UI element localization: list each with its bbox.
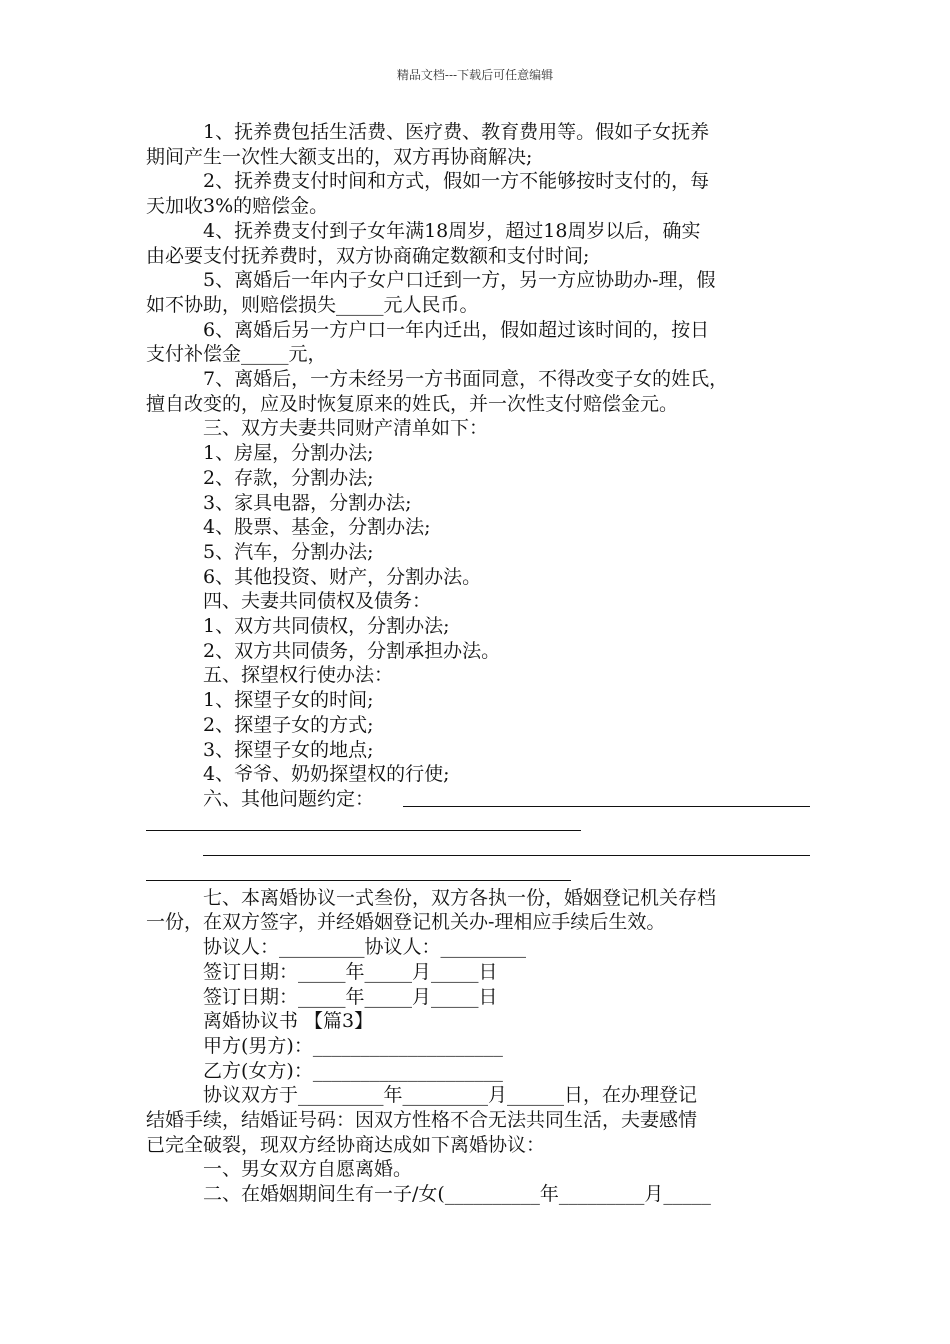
text-line: 一份，在双方签字，并经婚姻登记机关办-理相应手续后生效。 bbox=[146, 911, 666, 934]
party-b-line: 乙方(女方)：____________________ bbox=[203, 1059, 503, 1082]
signing-date-line: 签订日期：_____年_____月_____日 bbox=[203, 960, 498, 983]
blank-line bbox=[146, 812, 810, 837]
list-item: 2、存款，分割办法; bbox=[203, 466, 374, 489]
document-body bbox=[146, 120, 810, 1207]
blank-underline bbox=[203, 855, 810, 856]
text-line: 4、抚养费支付到子女年满18周岁，超过18周岁以后，确实 bbox=[203, 219, 701, 242]
text-line: 期间产生一次性大额支出的，双方再协商解决; bbox=[146, 145, 533, 168]
text-line: 已完全破裂，现双方经协商达成如下离婚协议： bbox=[146, 1133, 546, 1156]
list-item: 4、股票、基金，分割办法; bbox=[203, 516, 431, 539]
section-heading: 四、夫妻共同债权及债务： bbox=[203, 590, 432, 613]
list-item: 1、房屋，分割办法; bbox=[203, 442, 374, 465]
text-line: 支付补偿金_____元， bbox=[146, 343, 327, 366]
blank-underline bbox=[146, 830, 581, 831]
text-line: 如不协助，则赔偿损失_____元人民币。 bbox=[146, 293, 479, 316]
text-line: 1、抚养费包括生活费、医疗费、教育费用等。假如子女抚养 bbox=[203, 121, 710, 143]
list-item: 3、家具电器，分割办法; bbox=[203, 491, 412, 514]
text-line: 5、离婚后一年内子女户口迁到一方，另一方应协助办-理，假 bbox=[203, 269, 716, 292]
list-item: 1、探望子女的时间; bbox=[203, 689, 374, 712]
blank-line bbox=[146, 836, 810, 861]
page-header: 精品文档---下载后可任意编辑 bbox=[396, 68, 554, 82]
text-line: 2、抚养费支付时间和方式，假如一方不能够按时支付的，每 bbox=[203, 170, 710, 193]
other-issues-line bbox=[146, 787, 810, 812]
text-line: 由必要支付抚养费时，双方协商确定数额和支付时间; bbox=[146, 244, 590, 267]
party-a-line: 甲方(男方)：____________________ bbox=[203, 1034, 503, 1057]
text-line: 天加收3%的赔偿金。 bbox=[146, 195, 329, 218]
blank-underline bbox=[146, 880, 571, 881]
list-item: 5、汽车，分割办法; bbox=[203, 540, 374, 563]
text-line: 6、离婚后另一方户口一年内迁出，假如超过该时间的，按日 bbox=[203, 318, 710, 341]
blank-line bbox=[146, 861, 810, 886]
text-line: 擅自改变的，应及时恢复原来的姓氏，并一次性支付赔偿金元。 bbox=[146, 392, 679, 415]
list-item: 6、其他投资、财产，分割办法。 bbox=[203, 565, 482, 588]
blank-underline bbox=[403, 806, 810, 807]
list-item: 4、爷爷、奶奶探望权的行使; bbox=[203, 763, 450, 786]
signatories-line: 协议人：_________协议人：_________ bbox=[203, 936, 527, 959]
signing-date-line: 签订日期：_____年_____月_____日 bbox=[203, 985, 498, 1008]
list-item: 1、双方共同债权，分割办法; bbox=[203, 615, 450, 638]
list-item: 2、双方共同债务，分割承担办法。 bbox=[203, 639, 501, 662]
section-heading: 三、双方夫妻共同财产清单如下： bbox=[203, 417, 489, 440]
text-line: 二、在婚姻期间生有一子/女(__________年_________月_____ bbox=[203, 1183, 711, 1206]
text-line: 七、本离婚协议一式叁份，双方各执一份，婚姻登记机关存档 bbox=[203, 886, 717, 909]
section-heading: 五、探望权行使办法： bbox=[203, 664, 394, 687]
text-line: 7、离婚后，一方未经另一方书面同意，不得改变子女的姓氏， bbox=[203, 368, 729, 391]
section-title: 离婚协议书 【篇3】 bbox=[203, 1010, 374, 1033]
list-item: 3、探望子女的地点; bbox=[203, 738, 374, 761]
text-line: 一、男女双方自愿离婚。 bbox=[203, 1158, 413, 1181]
text-line: 结婚手续，结婚证号码：因双方性格不合无法共同生活，夫妻感情 bbox=[146, 1109, 698, 1132]
section-heading: 六、其他问题约定： bbox=[203, 787, 375, 810]
text-line: 协议双方于_________年_________月______日，在办理登记 bbox=[203, 1084, 698, 1107]
list-item: 2、探望子女的方式; bbox=[203, 713, 374, 736]
